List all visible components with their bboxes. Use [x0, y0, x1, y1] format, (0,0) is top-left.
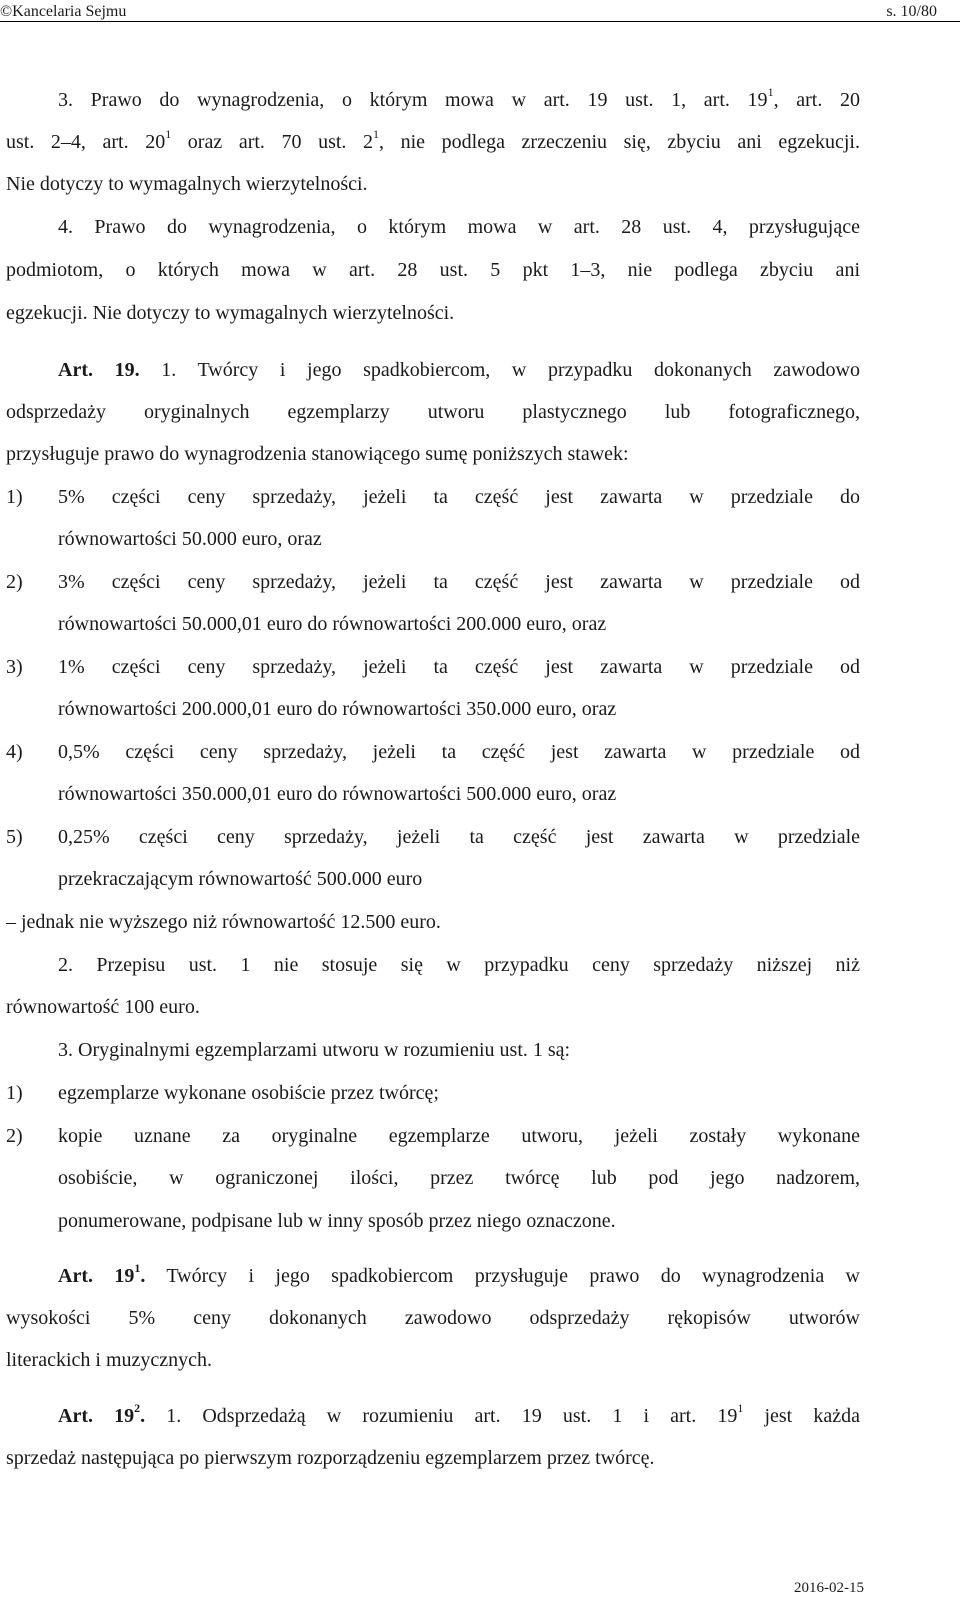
art19-1-heading: Art. $19^1$. — [58, 1261, 146, 1287]
art19-p2-line1: 2. Przepisu ust. 1 nie stosuje się w przypadku ceny sprzedaży niższej niż — [58, 954, 860, 976]
sec4-line3: egzekucji. Nie dotyczy to wymagalnych wierzytelności. — [6, 302, 455, 324]
list-item: ponumerowane, podpisane lub w inny sposób przez niego oznaczone. — [58, 1210, 616, 1232]
sec3-line2: ust. 2–4, art. $20^1$ oraz art. 70 ust. $2^1$, nie podlega zrzeczeniu się, zbyciu ani egzekucji. — [6, 127, 860, 153]
page-header — [0, 0, 960, 20]
list-item: osobiście, w ograniczonej ilości, przez twórcę lub pod jego nadzorem, — [58, 1167, 860, 1189]
list-item: równowartości 200.000,01 euro do równowartości 350.000 euro, oraz — [58, 698, 617, 720]
list-item-number: 1) — [6, 1082, 23, 1104]
art19-heading: Art. 19. — [58, 359, 140, 381]
list-item-number: 4) — [6, 741, 23, 763]
list-item-number: 5) — [6, 826, 23, 848]
header-publisher: ©Kancelaria Sejmu — [0, 3, 127, 20]
list-item: równowartości 50.000,01 euro do równowartości 200.000 euro, oraz — [58, 613, 607, 635]
header-rule — [0, 21, 960, 22]
footer-date: 2016-02-15 — [794, 1580, 864, 1596]
art19-2-line2: sprzedaż następująca po pierwszym rozporządzeniu egzemplarzem przez twórcę. — [6, 1447, 655, 1469]
header-page-number: s. 10/80 — [886, 3, 937, 20]
list-item: przekraczającym równowartość 500.000 euro — [58, 868, 423, 890]
list-item: 0,5% części ceny sprzedaży, jeżeli ta część jest zawarta w przedziale od — [58, 741, 860, 763]
sec3-line1: 3. Prawo do wynagrodzenia, o którym mowa w art. 19 ust. 1, art. $19^1$, art. 20 — [58, 85, 860, 111]
list-item: 0,25% części ceny sprzedaży, jeżeli ta część jest zawarta w przedziale — [58, 826, 860, 848]
art19-1-line3: literackich i muzycznych. — [6, 1349, 213, 1371]
list-item: egzemplarze wykonane osobiście przez twórcę; — [58, 1082, 439, 1104]
sec4-line2: podmiotom, o których mowa w art. 28 ust. 5 pkt 1–3, nie podlega zbyciu ani — [6, 259, 860, 281]
sec3-line3: Nie dotyczy to wymagalnych wierzytelności. — [6, 173, 368, 195]
art19-2-heading: Art. $19^2$. — [58, 1401, 146, 1427]
list-item-number: 1) — [6, 486, 23, 508]
list-item: 3% części ceny sprzedaży, jeżeli ta część jest zawarta w przedziale od — [58, 571, 860, 593]
art19-1-line2: wysokości 5% ceny dokonanych zawodowo odsprzedaży rękopisów utworów — [6, 1307, 860, 1329]
art19-2-line1: Art. $19^2$. 1. Odsprzedażą w rozumieniu art. 19 ust. 1 i art. $19^1$ jest każda — [58, 1401, 860, 1427]
list-item: 5% części ceny sprzedaży, jeżeli ta część jest zawarta w przedziale do — [58, 486, 860, 508]
list-item: 1% części ceny sprzedaży, jeżeli ta część jest zawarta w przedziale od — [58, 656, 860, 678]
list-item: kopie uznane za oryginalne egzemplarze utworu, jeżeli zostały wykonane — [58, 1125, 860, 1147]
art19-p3: 3. Oryginalnymi egzemplarzami utworu w rozumieniu ust. 1 są: — [58, 1039, 571, 1061]
list-item-number: 2) — [6, 571, 23, 593]
art19-line3: przysługuje prawo do wynagrodzenia stanowiącego sumę poniższych stawek: — [6, 443, 629, 465]
art19-tail: – jednak nie wyższego niż równowartość 12.500 euro. — [6, 911, 441, 933]
sec4-line1: 4. Prawo do wynagrodzenia, o którym mowa w art. 28 ust. 4, przysługujące — [58, 216, 860, 238]
list-item: równowartości 350.000,01 euro do równowartości 500.000 euro, oraz — [58, 783, 617, 805]
list-item-number: 2) — [6, 1125, 23, 1147]
art19-line1: Art. 19. 1. Twórcy i jego spadkobiercom, w przypadku dokonanych zawodowo — [58, 359, 861, 381]
list-item: równowartości 50.000 euro, oraz — [58, 528, 322, 550]
art19-line2: odsprzedaży oryginalnych egzemplarzy utworu plastycznego lub fotograficznego, — [6, 401, 860, 423]
art19-1-line1: Art. $19^1$. Twórcy i jego spadkobiercom przysługuje prawo do wynagrodzenia w — [58, 1261, 860, 1287]
list-item-number: 3) — [6, 656, 23, 678]
art19-p2-line2: równowartość 100 euro. — [6, 996, 200, 1018]
